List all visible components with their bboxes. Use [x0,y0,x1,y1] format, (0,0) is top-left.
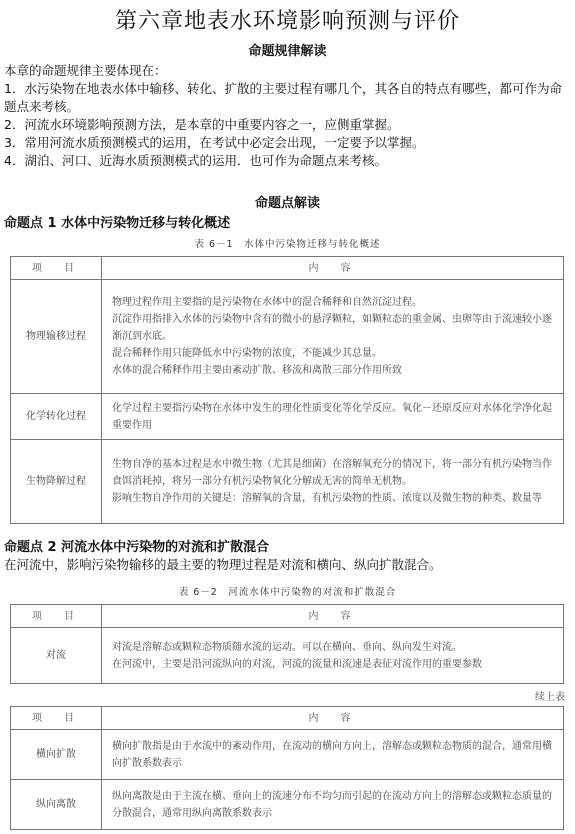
continued-label: 续上表 [535,692,565,703]
header-content: 内 容 [102,707,564,730]
table2-continued [10,706,564,830]
rules-item-2: 2．河流水环境影响预测方法，是本章的中重要内容之一，应侧重掌握。 [4,117,400,132]
content-line: 生物自净的基本过程是水中微生物（尤其是细菌）在溶解氧充分的情况下，将一部分有机污染物当作食饵消耗掉，将另一部分有机污染物氧化分解成无害的简单无机物。 [112,459,552,487]
table-row [11,628,564,684]
content-line: 影响生物自净作用的关键是：溶解氧的含量，有机污染物的性质、浓度以及微生物的种类、数量等 [112,493,542,504]
content-line: 物理过程作用主要指的是污染物在水体中的混合稀释和自然沉淀过程。 [112,297,422,308]
point1-heading: 命题点 1 水体中污染物迁移与转化概述 [4,216,231,231]
row-item: 纵向离散 [11,780,102,830]
row-content [102,730,564,780]
table-row [11,280,564,394]
table2 [10,604,564,684]
rules-item-4: 4．湖泊、河口、近海水质预测模式的运用．也可作为命题点来考核。 [4,153,387,168]
table1-caption: 表 6－1 水体中污染物迁移与转化概述 [194,239,381,250]
row-content [102,394,564,440]
rules-item-1: 1．水污染物在地表水体中输移、转化、扩散的主要过程有哪几个，其各自的特点有哪些，都可作为命题点来考核。 [4,81,562,114]
row-content [102,440,564,524]
header-item: 项 目 [11,707,102,730]
content-line: 横向扩散指是由于水流中的紊动作用，在流动的横向方向上，溶解态或颗粒态物质的混合，通常用横向扩散系数表示 [112,740,552,769]
row-content [102,280,564,394]
point2-intro: 在河流中，影响污染物输移的最主要的物理过程是对流和横向、纵向扩散混合。 [4,557,442,572]
table1 [10,256,564,524]
table-header-row [11,257,564,280]
table2-caption: 表 6－2 河流水体中污染物的对流和扩散混合 [178,587,397,598]
content-line: 对流是溶解态或颗粒态物质随水流的运动。可以在横向、垂向、纵向发生对流。 [112,641,462,653]
content-line: 纵向离散是由于主流在横、垂向上的流速分布不均匀而引起的在流动方向上的溶解态或颗粒态质量的分散混合，通常用纵向离散系数表示 [112,790,552,819]
content-line: 混合稀释作用只能降低水中污染物的浓度，不能减少其总量。 [112,348,382,359]
row-item: 化学转化过程 [11,394,102,440]
rules-body [4,62,570,170]
header-item: 项 目 [11,257,102,280]
content-line: 化学过程主要指污染物在水体中发生的理化性质变化等化学反应。氧化－还原反应对水体化学净化起重要作用 [112,402,552,431]
row-item: 物理输移过程 [11,280,102,394]
table-row [11,730,564,780]
chapter-title: 第六章地表水环境影响预测与评价 [114,9,460,34]
rules-intro: 本章的命题规律主要体现在： [4,63,167,78]
row-item: 横向扩散 [11,730,102,780]
table-row [11,440,564,524]
content-line: 水体的混合稀释作用主要由紊动扩散、移流和离散三部分作用所致 [112,365,402,376]
table-row [11,394,564,440]
header-item: 项 目 [11,605,102,628]
rules-heading: 命题规律解读 [248,44,327,59]
table-header-row [11,605,564,628]
rules-item-3: 3．常用河流水质预测模式的运用，在考试中必定会出现，一定要予以掌握。 [4,135,425,150]
header-content: 内 容 [102,605,564,628]
row-item: 生物降解过程 [11,440,102,524]
point2-heading: 命题点 2 河流水体中污染物的对流和扩散混合 [4,540,270,555]
table-row [11,780,564,830]
row-item: 对流 [11,628,102,684]
table-header-row [11,707,564,730]
content-line: 沉淀作用指排入水体的污染物中含有的微小的悬浮颗粒，如颗粒态的重金属、虫卵等由于流速较小逐渐沉到水底。 [112,314,552,342]
content-line: 在河流中，主要是沿河流纵向的对流，河流的流量和流速是表征对流作用的重要参数 [112,658,482,670]
header-content: 内 容 [102,257,564,280]
row-content [102,780,564,830]
row-content [102,628,564,684]
points-heading: 命题点解读 [254,196,320,211]
